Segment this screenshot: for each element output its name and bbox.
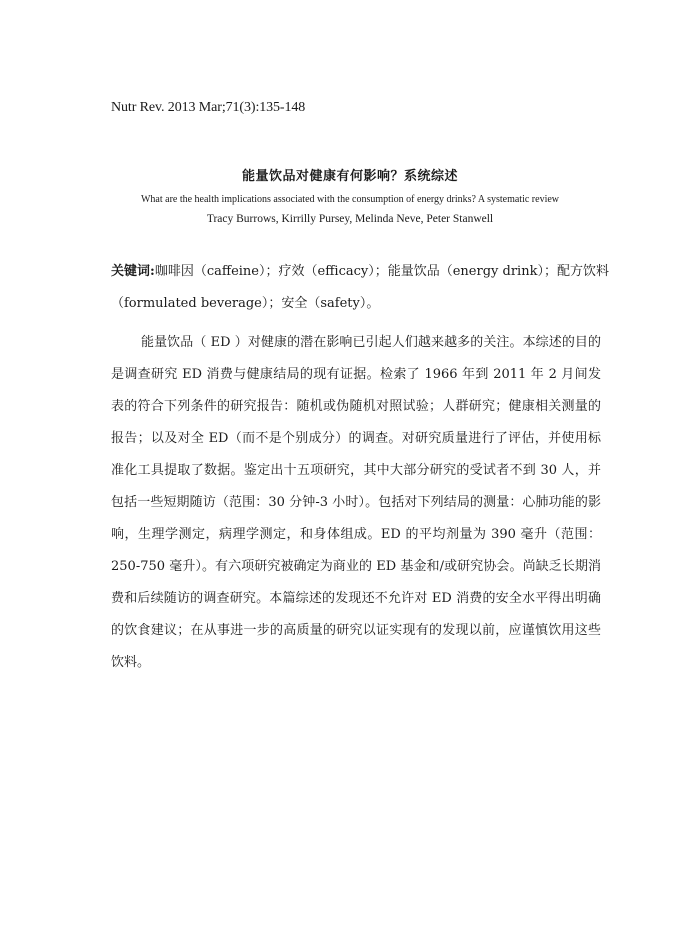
keywords-label: 关键词: xyxy=(111,264,155,279)
abstract-paragraph: 能量饮品（ ED ）对健康的潜在影响已引起人们越来越多的关注。本综述的目的是调查研究 ED 消费与健康结局的现有证据。检索了 1966 年到 2011 年 2 月间发表的符合下列条件的研究报告：随机或伪随机对照试验；人群研究；健康相关测量的报告；以及对全 ED（而不是个别成分）的调查。对研究质量进行了评估，并使用标准化工具提取了数据。鉴定出十五项研究，其中大部分研究的受试者不到 30 人，并包括一些短期随访（范围：30 分钟-3 小时）。包括对下列结局的测量：心肺功能的影响，生理学测定，病理学测定，和身体组成。ED 的平均剂量为 390 毫升（范围：250-750 毫升）。有六项研究被确定为商业的 ED 基金和/或研究协会。尚缺乏长期消费和后续随访的调查研究。本篇综述的发现还不允许对 ED 消费的安全水平得出明确的饮食建议；在从事进一步的高质量的研究以证实现有的发现以前，应谨慎饮用这些饮料。 xyxy=(111,335,601,670)
article-title-english: What are the health implications associated with the consumption of energy drinks? A systematic review xyxy=(140,194,560,205)
citation: Nutr Rev. 2013 Mar;71(3):135-148 xyxy=(111,100,306,115)
author-list: Tracy Burrows, Kirrilly Pursey, Melinda Neve, Peter Stanwell xyxy=(206,213,494,225)
keywords-paragraph xyxy=(111,256,611,320)
article-title-chinese: 能量饮品对健康有何影响？系统综述 xyxy=(241,169,458,184)
keywords-text: 咖啡因（caffeine）；疗效（efficacy）；能量饮品（energy drink）；配方饮料（formulated beverage）；安全（safety）。 xyxy=(111,264,609,311)
